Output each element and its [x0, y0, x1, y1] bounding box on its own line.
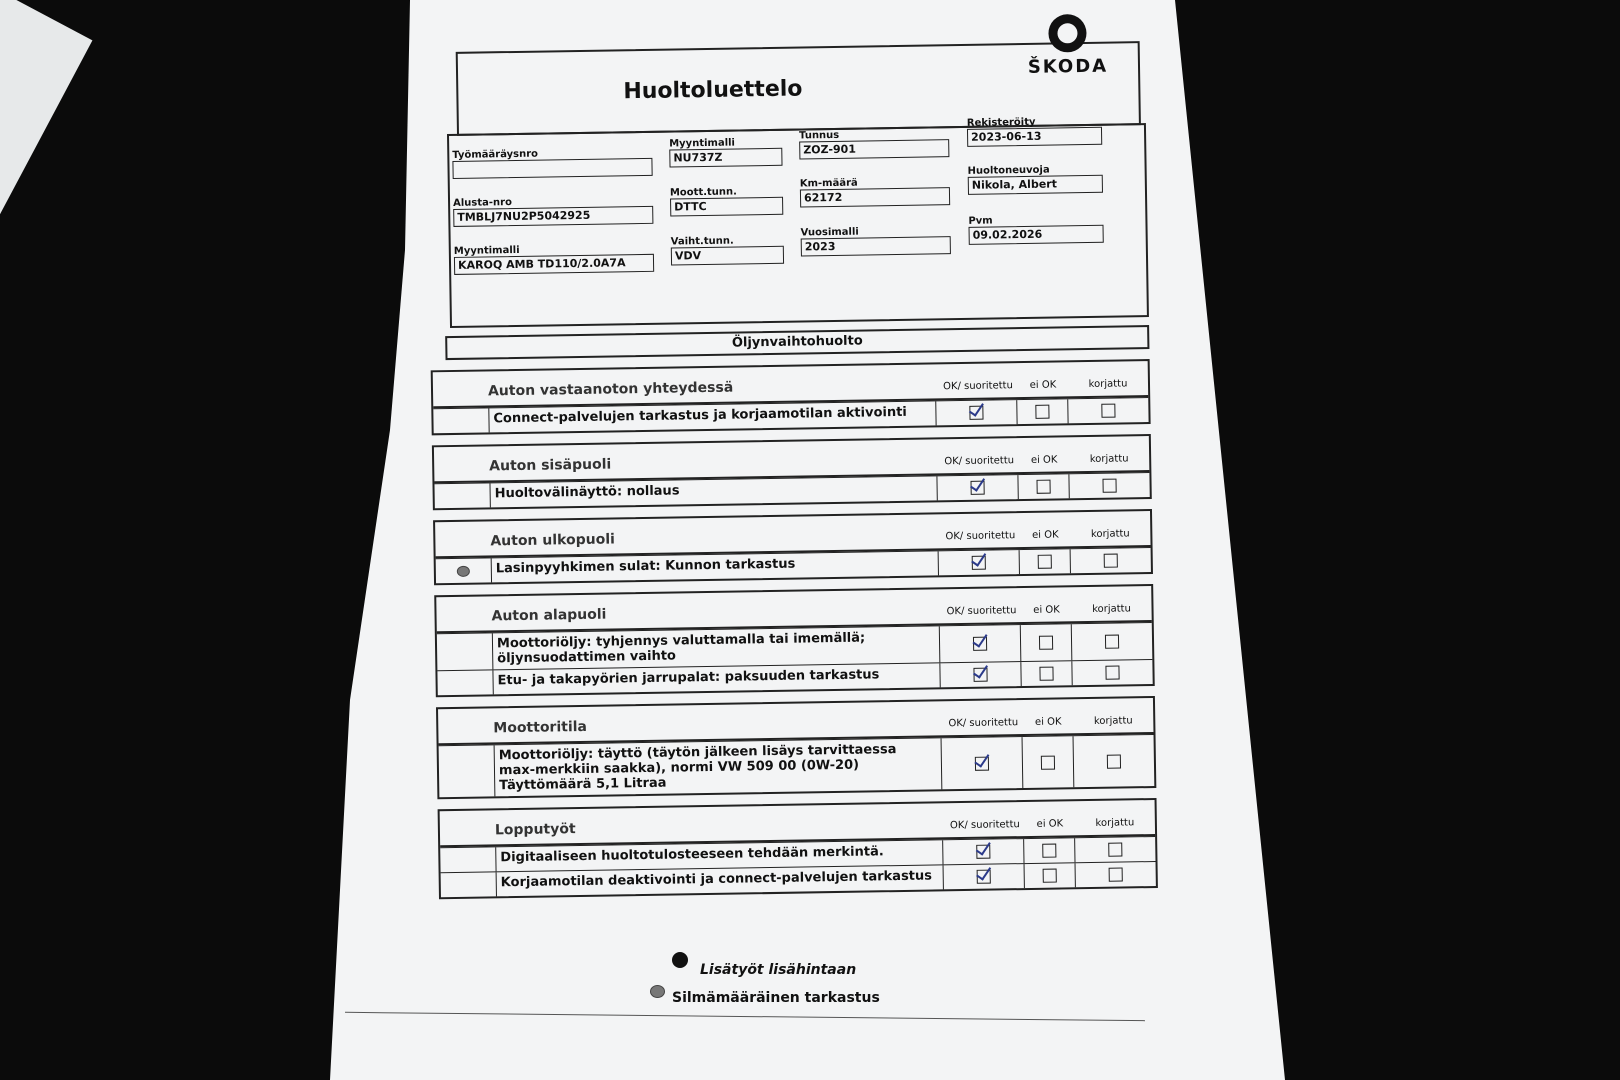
section-title: Auton ulkopuoli — [490, 531, 615, 550]
checkbox-ok[interactable] — [976, 845, 990, 859]
checkbox-ei-ok[interactable] — [1042, 844, 1056, 858]
checkbox-korjattu[interactable] — [1107, 754, 1121, 768]
cell-ei-ok — [1021, 661, 1072, 686]
service-form — [385, 0, 1199, 900]
field-alusta-nro: Alusta-nro TMBLJ7NU2P5042925 — [453, 195, 653, 227]
row-indicator — [437, 670, 493, 695]
column-header-korjattu: korjattu — [1090, 528, 1130, 540]
checkbox-korjattu[interactable] — [1102, 479, 1116, 493]
row-indicator — [440, 847, 496, 872]
row-indicator — [439, 745, 496, 797]
visual-inspection-dot-icon — [650, 985, 665, 998]
cell-korjattu — [1074, 735, 1155, 787]
checkbox-ei-ok[interactable] — [1043, 869, 1057, 883]
skoda-badge-icon — [1048, 14, 1087, 53]
field-myyntimalli-code: Myyntimalli NU737Z — [669, 137, 782, 168]
checkbox-ok[interactable] — [973, 637, 987, 651]
checkbox-korjattu[interactable] — [1101, 404, 1115, 418]
cell-ok — [940, 625, 1022, 662]
service-type-title: Öljynvaihtohuolto — [445, 325, 1149, 360]
checkbox-ok[interactable] — [969, 406, 983, 420]
row-indicator — [437, 633, 494, 670]
legend-visual-inspection: Silmämääräinen tarkastus — [672, 990, 880, 1006]
cell-ok — [939, 550, 1020, 575]
column-header-ei-ok: ei OK — [1031, 529, 1059, 541]
column-header-ei-ok: ei OK — [1030, 454, 1058, 466]
checkbox-korjattu[interactable] — [1108, 843, 1122, 857]
column-header-ei-ok: ei OK — [1036, 818, 1064, 830]
document-title: Huoltoluettelo — [623, 76, 803, 105]
row-indicator — [434, 483, 490, 508]
field-rekisteroity: Rekisteröity 2023-06-13 — [967, 116, 1102, 147]
cell-ei-ok — [1018, 474, 1069, 499]
checkbox-ok[interactable] — [977, 870, 991, 884]
checklist-section — [434, 584, 1155, 697]
field-moott-tunn: Moott.tunn. DTTC — [670, 186, 783, 217]
field-myyntimalli-name: Myyntimalli KAROQ AMB TD110/2.0A7A — [454, 243, 654, 275]
checklist-item-text: Moottoriöljy: tyhjennys valuttamalla tai imemällä; öljynsuodattimen vaihto — [493, 626, 941, 669]
checklist-item-text: Korjaamotilan deaktivointi ja connect-palvelujen tarkastus — [497, 865, 944, 896]
cell-ok — [943, 839, 1024, 864]
column-header-korjattu: korjattu — [1089, 453, 1129, 465]
column-header-korjattu: korjattu — [1088, 378, 1128, 390]
column-header-korjattu: korjattu — [1095, 817, 1135, 829]
cell-ei-ok — [1021, 624, 1073, 661]
vehicle-info-box — [447, 116, 1149, 328]
checkbox-ok[interactable] — [975, 756, 989, 770]
field-tyomaaraysnro: Työmääräysnro — [452, 147, 652, 179]
field-huoltoneuvoja: Huoltoneuvoja Nikola, Albert — [968, 164, 1103, 195]
column-header-ok: OK/ suoritettu — [946, 605, 1017, 618]
checklist-item-text: Moottoriöljy: täyttö (täytön jälkeen lisäys tarvittaessa max-merkkiin saakka), normi VW 509 00 (0W-20) Täyttömäärä 5,1 Litraa — [495, 738, 943, 796]
section-title: Auton vastaanoton yhteydessä — [487, 379, 734, 400]
checkbox-ei-ok[interactable] — [1039, 636, 1053, 650]
column-header-ei-ok: ei OK — [1033, 604, 1060, 616]
cell-ei-ok — [1025, 863, 1076, 888]
checkbox-korjattu[interactable] — [1104, 554, 1118, 568]
checklist-item-text: Digitaaliseen huoltotulosteeseen tehdään merkintä. — [496, 840, 943, 871]
checklist-item-text: Huoltovälinäyttö: nollaus — [490, 476, 937, 507]
column-header-ok: OK/ suoritettu — [948, 717, 1019, 730]
section-title: Auton alapuoli — [491, 606, 607, 625]
checkbox-korjattu[interactable] — [1105, 635, 1119, 649]
checkbox-ei-ok[interactable] — [1036, 480, 1050, 494]
column-header-ei-ok: ei OK — [1034, 716, 1062, 728]
checkbox-korjattu[interactable] — [1105, 666, 1119, 680]
field-vuosimalli: Vuosimalli 2023 — [800, 225, 950, 256]
field-vaiht-tunn: Vaiht.tunn. VDV — [671, 235, 784, 266]
column-header-korjattu: korjattu — [1093, 715, 1133, 727]
column-header-ok: OK/ suoritettu — [944, 455, 1015, 468]
legend-extra-cost: Lisätyöt lisähintaan — [700, 962, 857, 978]
cell-ok — [936, 400, 1017, 425]
field-pvm: Pvm 09.02.2026 — [968, 214, 1103, 245]
row-indicator — [436, 558, 492, 583]
section-title: Moottoritila — [493, 718, 588, 737]
cell-korjattu — [1075, 837, 1155, 862]
tyomaaraysnro-value — [452, 158, 652, 179]
checkbox-ok[interactable] — [972, 556, 986, 570]
row-indicator — [433, 408, 489, 433]
column-header-ok: OK/ suoritettu — [945, 530, 1016, 543]
checklist-section — [431, 359, 1151, 435]
cell-ei-ok — [1024, 838, 1075, 863]
column-header-ei-ok: ei OK — [1029, 379, 1057, 391]
cell-ei-ok — [1023, 736, 1075, 788]
visual-inspection-icon — [457, 565, 470, 576]
brand-name: ŠKODA — [1027, 55, 1109, 78]
cell-ok — [940, 662, 1021, 687]
checkbox-ei-ok[interactable] — [1039, 667, 1053, 681]
checklist-item-text: Connect-palvelujen tarkastus ja korjaamotilan aktivointi — [489, 401, 936, 432]
cell-ok — [937, 475, 1018, 500]
checklist-item-text: Lasinpyyhkimen sulat: Kunnon tarkastus — [492, 551, 939, 582]
cell-korjattu — [1069, 473, 1149, 498]
column-header-korjattu: korjattu — [1092, 603, 1131, 615]
cell-korjattu — [1071, 548, 1151, 573]
checklist-sections — [391, 358, 1199, 900]
checklist-section — [438, 798, 1158, 899]
checklist-item-text: Etu- ja takapyörien jarrupalat: paksuuden tarkastus — [493, 663, 940, 694]
cell-korjattu — [1076, 862, 1156, 887]
cell-ok — [944, 864, 1025, 889]
checkbox-ei-ok[interactable] — [1038, 555, 1052, 569]
column-header-ok: OK/ suoritettu — [949, 819, 1020, 832]
section-title: Lopputyöt — [494, 821, 576, 839]
cell-korjattu — [1072, 623, 1153, 660]
cell-ei-ok — [1020, 549, 1071, 574]
cell-ei-ok — [1017, 399, 1068, 424]
checkbox-ok[interactable] — [973, 668, 987, 682]
checkbox-ei-ok[interactable] — [1035, 405, 1049, 419]
cell-korjattu — [1072, 660, 1152, 685]
field-km-maara: Km-määrä 62172 — [800, 176, 950, 207]
column-header-ok: OK/ suoritettu — [943, 380, 1013, 393]
extra-cost-dot-icon — [672, 952, 688, 968]
checklist-section — [433, 509, 1153, 585]
checklist-section — [432, 434, 1152, 510]
cell-korjattu — [1068, 398, 1148, 423]
checklist-section — [436, 696, 1156, 799]
checkbox-ok[interactable] — [970, 481, 984, 495]
checkbox-ei-ok[interactable] — [1041, 755, 1055, 769]
background-paper — [0, 0, 92, 261]
section-title: Auton sisäpuoli — [489, 456, 612, 475]
field-tunnus: Tunnus ZOZ-901 — [799, 128, 949, 159]
cell-ok — [942, 737, 1024, 789]
checkbox-korjattu[interactable] — [1109, 868, 1123, 882]
skoda-logo — [1012, 13, 1123, 78]
row-indicator — [441, 872, 497, 897]
